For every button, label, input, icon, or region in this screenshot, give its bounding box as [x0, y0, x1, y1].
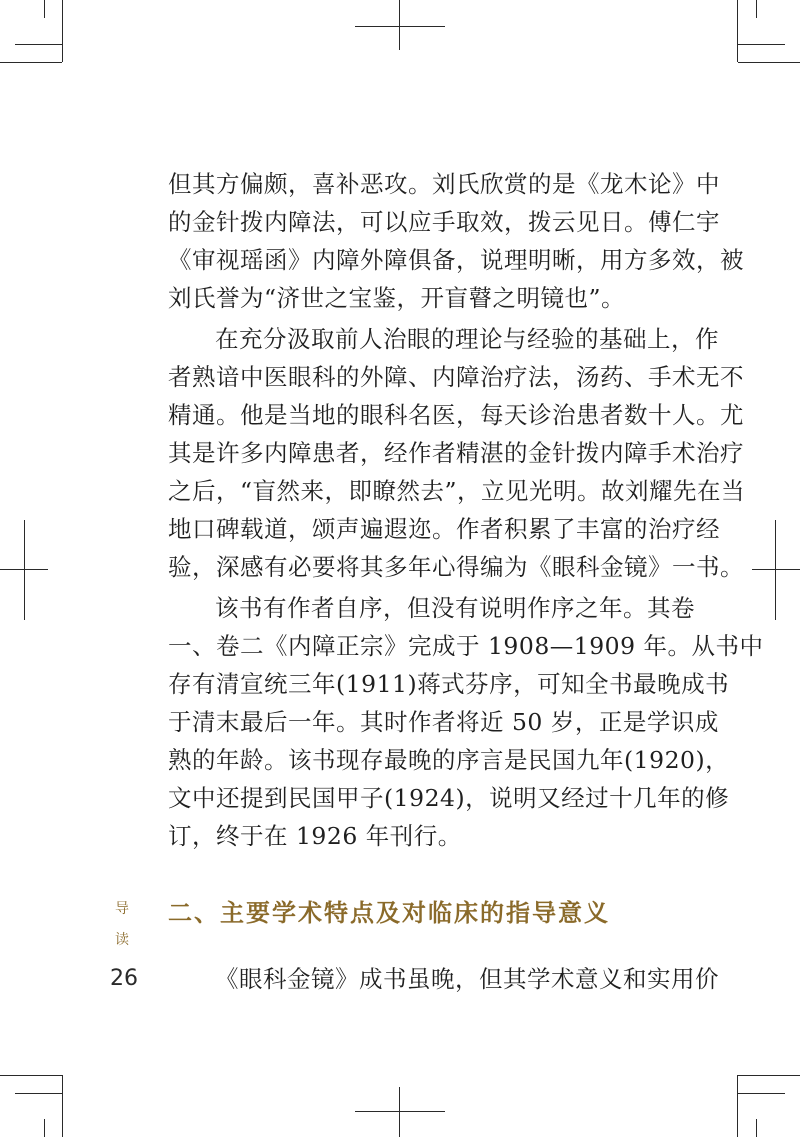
text-line: 《审视瑶函》内障外障俱备，说理明晰，用方多效，被	[168, 246, 744, 274]
section-heading: 二、主要学术特点及对临床的指导意义	[168, 899, 610, 927]
side-label-dao: 导	[115, 901, 129, 917]
paragraph-1	[168, 165, 744, 317]
text-line: 其是许多内障患者，经作者精湛的金针拨内障手术治疗	[168, 439, 744, 467]
text-line: 文中还提到民国甲子(1924)，说明又经过十几年的修	[168, 784, 730, 812]
page-number: 26	[110, 966, 138, 991]
text-line: 者熟谙中医眼科的外障、内障治疗法，汤药、手术无不	[168, 363, 744, 391]
text-line: 但其方偏颇，喜补恶攻。刘氏欣赏的是《龙木论》中	[168, 170, 720, 198]
text-line: 存有清宣统三年(1911)蒋式芬序，可知全书最晚成书	[168, 670, 730, 698]
text-line: 一、卷二《内障正宗》完成于 1908—1909 年。从书中	[168, 632, 764, 660]
text-line: 《眼科金镜》成书虽晚，但其学术意义和实用价	[215, 965, 719, 993]
text-line: 该书有作者自序，但没有说明作序之年。其卷	[215, 594, 695, 622]
text-line: 验，深感有必要将其多年心得编为《眼科金镜》一书。	[168, 553, 744, 581]
text-line: 精通。他是当地的眼科名医，每天诊治患者数十人。尤	[168, 401, 744, 429]
text-line: 刘氏誉为“济世之宝鉴，开盲瞽之明镜也”。	[168, 284, 626, 312]
text-line: 的金针拨内障法，可以应手取效，拨云见日。傅仁宇	[168, 208, 720, 236]
text-line: 订，终于在 1926 年刊行。	[168, 822, 462, 850]
side-label-du: 读	[115, 932, 129, 948]
paragraph-3	[168, 589, 764, 855]
text-line: 在充分汲取前人治眼的理论与经验的基础上，作	[215, 325, 719, 353]
section-paragraph	[168, 960, 719, 998]
text-line: 熟的年龄。该书现存最晚的序言是民国九年(1920)，	[168, 746, 730, 774]
text-line: 之后，“盲然来，即瞭然去”，立见光明。故刘耀先在当	[168, 477, 746, 505]
text-line: 地口碑载道，颂声遍遐迩。作者积累了丰富的治疗经	[168, 515, 720, 543]
text-line: 于清末最后一年。其时作者将近 50 岁，正是学识成	[168, 708, 719, 736]
paragraph-2	[168, 320, 746, 586]
